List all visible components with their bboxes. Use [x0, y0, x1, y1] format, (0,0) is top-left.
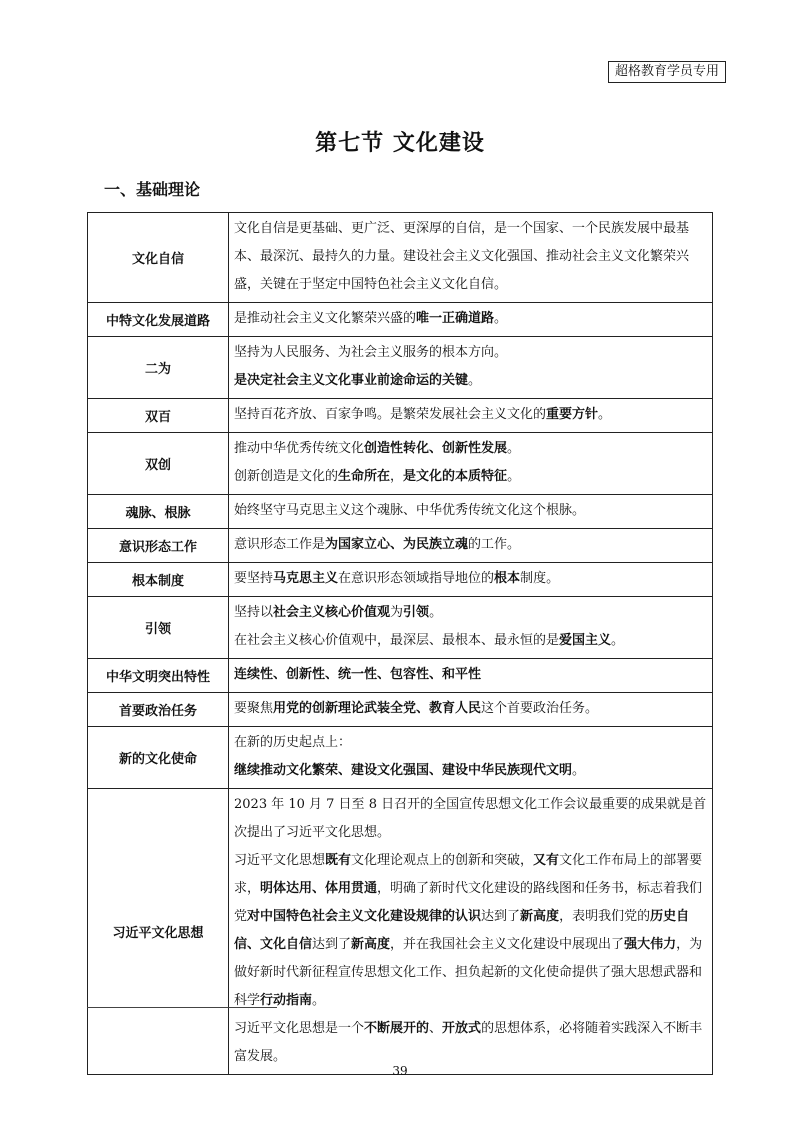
body-text: 2023 年 10 月 7 日至 8 日召开的全国宣传思想文化工作会议最重要的成果就是首次提出了习近平文化思想。 — [234, 797, 707, 840]
body-text: 。 — [468, 373, 482, 388]
emphasis-text: 不断展开的 — [364, 1021, 430, 1036]
body-text: 创新创造是文化的 — [234, 469, 339, 484]
emphasis-text: 为国家立心、为民族立魂 — [325, 537, 469, 552]
row-content — [229, 789, 713, 1075]
usage-badge: 超格教育学员专用 — [608, 61, 726, 83]
page-number: 39 — [392, 1064, 408, 1078]
section-heading: 一、基础理论 — [104, 180, 201, 199]
row-label: 双创 — [88, 433, 229, 495]
content-paragraph — [234, 695, 707, 723]
content-paragraph — [234, 215, 707, 299]
body-text: 。 — [494, 311, 508, 326]
row-content — [229, 659, 713, 693]
body-text: 习近平文化思想 — [234, 853, 326, 868]
emphasis-text: 重要方针 — [546, 407, 599, 422]
content-paragraph — [234, 729, 707, 757]
row-label: 魂脉、根脉 — [88, 495, 229, 529]
content-paragraph — [234, 791, 707, 847]
row-label: 习近平文化思想 — [88, 789, 229, 1075]
emphasis-text: 创造性转化、创新性发展 — [364, 441, 508, 456]
row-label: 根本制度 — [88, 563, 229, 597]
row-content — [229, 337, 713, 399]
emphasis-text: 是决定社会主义文化事业前途命运的关键 — [234, 373, 469, 388]
row-label: 中华文明突出特性 — [88, 659, 229, 693]
body-text: 达到了 — [481, 909, 521, 924]
body-text: 。 — [429, 605, 443, 620]
body-text: 在社会主义核心价值观中，最深层、最根本、最永恒的是 — [234, 633, 560, 648]
row-label: 二为 — [88, 337, 229, 399]
row-content — [229, 213, 713, 303]
emphasis-text: 既有 — [325, 853, 352, 868]
row-content — [229, 529, 713, 563]
emphasis-text: 强大伟力 — [624, 937, 677, 952]
body-text: 的工作。 — [468, 537, 521, 552]
body-text: 坚持以 — [234, 605, 274, 620]
body-text: 在新的历史起点上： — [234, 735, 352, 750]
table-row — [88, 399, 713, 433]
table-row — [88, 303, 713, 337]
row-label: 首要政治任务 — [88, 693, 229, 727]
body-text: 文化理论观点上的创新和突破， — [351, 853, 534, 868]
content-paragraph — [234, 757, 707, 785]
content-paragraph — [234, 565, 707, 593]
content-paragraph — [234, 531, 707, 559]
body-text: 始终坚守马克思主义这个魂脉、中华优秀传统文化这个根脉。 — [234, 503, 586, 518]
table-row — [88, 727, 713, 789]
body-text: 的思想体系，必将随着实践深入不断丰富发展。 — [234, 1021, 703, 1064]
content-paragraph — [234, 435, 707, 463]
content-paragraph — [234, 463, 707, 491]
content-paragraph — [234, 367, 707, 395]
body-text: 。 — [507, 441, 521, 456]
theory-table — [87, 212, 713, 1075]
emphasis-text: 爱国主义 — [559, 633, 612, 648]
row-content — [229, 727, 713, 789]
emphasis-text: 行动指南 — [260, 993, 313, 1008]
table-row — [88, 337, 713, 399]
row-content — [229, 433, 713, 495]
body-text: 意识形态工作是 — [234, 537, 326, 552]
table-row — [88, 693, 713, 727]
row-content — [229, 399, 713, 433]
body-text: 。 — [507, 469, 521, 484]
row-label: 双百 — [88, 399, 229, 433]
page-title: 第七节 文化建设 — [315, 131, 485, 156]
body-text: 文化自信是更基础、更广泛、更深厚的自信，是一个国家、一个民族发展中最基本、最深沉、最持久的力量。建设社会主义文化强国、推动社会主义文化繁荣兴盛，关键在于坚定中国特色社会主义文化自信。 — [234, 221, 690, 292]
emphasis-text: 历史自信、文化自信 — [234, 909, 690, 952]
body-text: 为 — [390, 605, 404, 620]
body-text: 。 — [598, 407, 612, 422]
row-label: 文化自信 — [88, 213, 229, 303]
body-text: 。 — [312, 993, 326, 1008]
row-label: 新的文化使命 — [88, 727, 229, 789]
row-content — [229, 693, 713, 727]
table-row — [88, 789, 713, 1075]
table-row — [88, 659, 713, 693]
emphasis-text: 根本 — [494, 571, 521, 586]
content-paragraph — [234, 1015, 707, 1071]
content-paragraph — [234, 661, 707, 689]
row-label: 中特文化发展道路 — [88, 303, 229, 337]
footnote-divider — [87, 1007, 277, 1008]
row-label: 意识形态工作 — [88, 529, 229, 563]
body-text: 。 — [572, 763, 586, 778]
emphasis-text: 生命所在 — [338, 469, 391, 484]
emphasis-text: 明体达用、体用贯通 — [260, 881, 378, 896]
body-text: 是推动社会主义文化繁荣兴盛的 — [234, 311, 417, 326]
body-text: ，明确了新时代文化建设的路线图和任务书，标志着我们党 — [234, 881, 703, 924]
table-row — [88, 213, 713, 303]
body-text: ，表明我们党的 — [559, 909, 651, 924]
emphasis-text: 唯一正确道路 — [416, 311, 495, 326]
content-paragraph — [234, 627, 707, 655]
body-text: 推动中华优秀传统文化 — [234, 441, 365, 456]
content-paragraph — [234, 305, 707, 333]
emphasis-text: 又有 — [533, 853, 560, 868]
emphasis-text: 引领 — [403, 605, 430, 620]
body-text: 坚持为人民服务、为社会主义服务的根本方向。 — [234, 345, 508, 360]
body-text: 坚持百花齐放、百家争鸣。是繁荣发展社会主义文化的 — [234, 407, 547, 422]
emphasis-text: 是文化的本质特征 — [403, 469, 508, 484]
table-row — [88, 597, 713, 659]
emphasis-text: 继续推动文化繁荣、建设文化强国、建设中华民族现代文明 — [234, 763, 573, 778]
emphasis-text: 新高度 — [520, 909, 560, 924]
emphasis-text: 马克思主义 — [273, 571, 339, 586]
emphasis-text: 连续性、创新性、统一性、包容性、和平性 — [234, 667, 482, 682]
row-content — [229, 597, 713, 659]
row-label: 引领 — [88, 597, 229, 659]
body-text: ，并在我国社会主义文化建设中展现出了 — [390, 937, 625, 952]
content-paragraph — [234, 599, 707, 627]
content-paragraph — [234, 847, 707, 1015]
content-paragraph — [234, 497, 707, 525]
body-text: 。 — [611, 633, 625, 648]
body-text: 要聚焦 — [234, 701, 274, 716]
emphasis-text: 新高度 — [351, 937, 391, 952]
body-text: 达到了 — [312, 937, 352, 952]
row-content — [229, 303, 713, 337]
table-row — [88, 433, 713, 495]
table-row — [88, 495, 713, 529]
emphasis-text: 对中国特色社会主义文化建设规律的认识 — [247, 909, 482, 924]
row-content — [229, 495, 713, 529]
body-text: 、 — [429, 1021, 443, 1036]
emphasis-text: 开放式 — [442, 1021, 482, 1036]
emphasis-text: 社会主义核心价值观 — [273, 605, 391, 620]
body-text: 这个首要政治任务。 — [481, 701, 599, 716]
body-text: 在意识形态领域指导地位的 — [338, 571, 495, 586]
body-text: 要坚持 — [234, 571, 274, 586]
content-paragraph — [234, 401, 707, 429]
body-text: 文化工作布局上的部署要求， — [234, 853, 703, 896]
row-content — [229, 563, 713, 597]
body-text: 习近平文化思想是一个 — [234, 1021, 365, 1036]
table-row — [88, 563, 713, 597]
content-paragraph — [234, 339, 707, 367]
emphasis-text: 用党的创新理论武装全党、教育人民 — [273, 701, 482, 716]
table-row — [88, 529, 713, 563]
body-text: ， — [390, 469, 404, 484]
body-text: ，为做好新时代新征程宣传思想文化工作、担负起新的文化使命提供了强大思想武器和科学 — [234, 937, 703, 1008]
body-text: 制度。 — [520, 571, 560, 586]
